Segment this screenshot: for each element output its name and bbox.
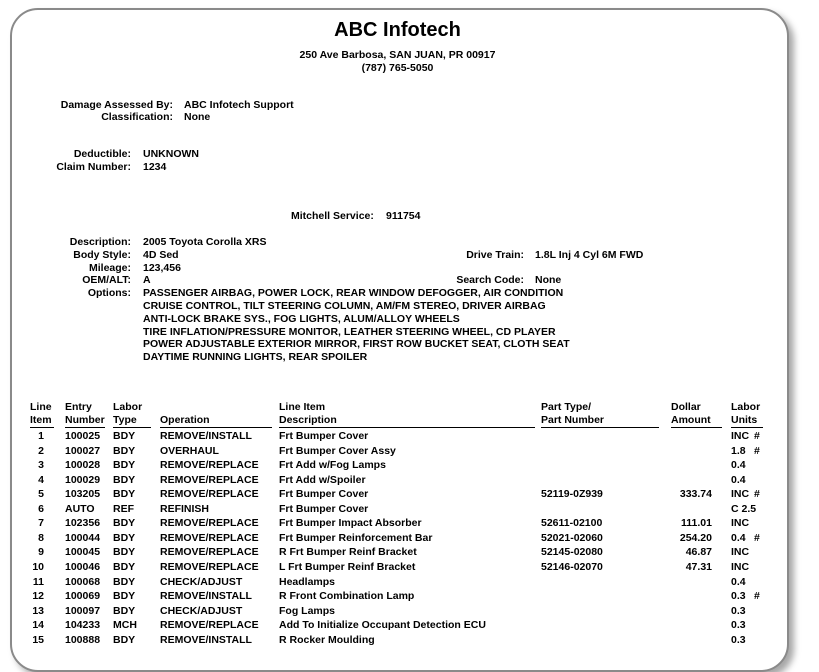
labor-units: INC <box>731 546 750 559</box>
line-item-description: Frt Bumper Cover <box>279 430 369 442</box>
mitchell-service-label: Mitchell Service: <box>291 210 374 222</box>
line-item-description: Fog Lamps <box>279 604 336 617</box>
header-underline <box>671 427 722 428</box>
line-item-description: R Rocker Moulding <box>279 633 375 646</box>
search-code-value: None <box>535 274 562 286</box>
options-line-5: POWER ADJUSTABLE EXTERIOR MIRROR, FIRST ROW BUCKET SEAT, CLOTH SEAT <box>143 338 570 350</box>
line-item-description: Add To Initialize Occupant Detection ECU <box>279 619 486 632</box>
part-number: 52145-02080 <box>541 546 603 559</box>
line-item-number: 11 <box>32 575 44 588</box>
labor-type: REF <box>113 502 134 515</box>
line-item-number: 7 <box>38 517 44 530</box>
table-row <box>0 561 795 575</box>
part-number: 52119-0Z939 <box>541 488 603 501</box>
deductible-value: UNKNOWN <box>143 148 199 160</box>
table-row <box>0 605 795 619</box>
line-item-description: Frt Bumper Cover <box>279 502 369 515</box>
header-underline <box>541 427 659 428</box>
table-row <box>0 503 795 517</box>
line-item-number: 12 <box>32 590 44 603</box>
flag-mark: # <box>754 444 760 457</box>
dollar-amount: 254.20 <box>679 531 712 544</box>
operation: REMOVE/REPLACE <box>160 546 259 559</box>
damage-assessed-label: Damage Assessed By: <box>60 99 173 111</box>
flag-mark: # <box>754 488 760 501</box>
table-row <box>0 619 795 633</box>
table-row <box>0 430 795 444</box>
line-item-description: Frt Bumper Cover <box>279 488 369 501</box>
deductible-label: Deductible: <box>73 148 131 160</box>
labor-type: BDY <box>113 473 136 486</box>
header-dollar-2: Amount <box>671 414 711 426</box>
options-line-3: ANTI-LOCK BRAKE SYS., FOG LIGHTS, ALUM/ALLOY WHEELS <box>143 313 460 325</box>
entry-number: 100068 <box>65 575 101 588</box>
line-item-description: R Front Combination Lamp <box>279 590 415 603</box>
line-item-number: 4 <box>38 473 44 486</box>
header-units-1: Labor <box>731 401 761 413</box>
header-underline <box>113 427 151 428</box>
mileage-label: Mileage: <box>88 262 131 274</box>
operation: OVERHAUL <box>160 444 219 457</box>
labor-units: C 2.5 <box>731 502 757 515</box>
search-code-label: Search Code: <box>456 274 524 286</box>
entry-number: 100044 <box>65 531 101 544</box>
options-label: Options: <box>87 287 131 299</box>
table-row <box>0 459 795 473</box>
line-item-description: R Frt Bumper Reinf Bracket <box>279 546 417 559</box>
entry-number: 103205 <box>65 488 101 501</box>
header-underline <box>279 427 535 428</box>
options-line-4: TIRE INFLATION/PRESSURE MONITOR, LEATHER STEERING WHEEL, CD PLAYER <box>143 326 556 338</box>
labor-type: BDY <box>113 633 136 646</box>
flag-mark: # <box>754 531 760 544</box>
entry-number: 100027 <box>65 444 101 457</box>
labor-units: 0.4 <box>731 473 746 486</box>
line-item-number: 6 <box>38 502 44 515</box>
entry-number: AUTO <box>65 502 95 515</box>
dollar-amount: 333.74 <box>679 488 712 501</box>
flag-mark: # <box>754 430 760 442</box>
table-row <box>0 532 795 546</box>
line-item-number: 13 <box>32 604 44 617</box>
labor-type: BDY <box>113 531 136 544</box>
labor-type: BDY <box>113 560 136 573</box>
operation: REMOVE/REPLACE <box>160 488 259 501</box>
labor-type: BDY <box>113 430 136 442</box>
line-item-description: Frt Bumper Reinforcement Bar <box>279 531 433 544</box>
header-underline <box>30 427 54 428</box>
operation: REMOVE/REPLACE <box>160 560 259 573</box>
line-item-description: Frt Bumper Cover Assy <box>279 444 396 457</box>
labor-units: 0.3 <box>731 633 746 646</box>
entry-number: 100029 <box>65 473 101 486</box>
table-row <box>0 634 795 648</box>
oem-alt-value: A <box>143 274 151 286</box>
operation: CHECK/ADJUST <box>160 604 243 617</box>
header-dollar-1: Dollar <box>671 401 701 413</box>
line-item-number: 8 <box>38 531 44 544</box>
labor-type: BDY <box>113 604 136 617</box>
line-item-number: 5 <box>38 488 44 501</box>
labor-units: INC <box>731 560 750 573</box>
header-operation: Operation <box>160 414 210 426</box>
operation: REFINISH <box>160 502 210 515</box>
table-row <box>0 517 795 531</box>
labor-type: BDY <box>113 459 136 472</box>
part-number: 52611-02100 <box>541 517 603 530</box>
body-style-value: 4D Sed <box>143 249 179 261</box>
options-line-2: CRUISE CONTROL, TILT STEERING COLUMN, AM/FM STEREO, DRIVER AIRBAG <box>143 300 546 312</box>
labor-units: 0.3 <box>731 590 746 603</box>
line-item-number: 1 <box>38 430 44 442</box>
line-item-number: 10 <box>32 560 44 573</box>
entry-number: 100046 <box>65 560 101 573</box>
operation: REMOVE/REPLACE <box>160 619 259 632</box>
options-line-1: PASSENGER AIRBAG, POWER LOCK, REAR WINDOW DEFOGGER, AIR CONDITION <box>143 287 564 299</box>
entry-number: 104233 <box>65 619 101 632</box>
header-entry-1: Entry <box>65 401 92 413</box>
header-part-1: Part Type/ <box>541 401 591 413</box>
part-number: 52021-02060 <box>541 531 603 544</box>
damage-assessed-value: ABC Infotech Support <box>184 99 294 111</box>
table-row <box>0 576 795 590</box>
dollar-amount: 46.87 <box>685 546 712 559</box>
claim-number-label: Claim Number: <box>56 161 131 173</box>
labor-units: 1.8 <box>731 444 746 457</box>
table-row <box>0 590 795 604</box>
entry-number: 100097 <box>65 604 101 617</box>
dollar-amount: 111.01 <box>681 517 712 530</box>
description-value: 2005 Toyota Corolla XRS <box>143 236 267 248</box>
labor-type: BDY <box>113 575 136 588</box>
operation: REMOVE/INSTALL <box>160 430 252 442</box>
table-row <box>0 546 795 560</box>
entry-number: 100025 <box>65 430 101 442</box>
drive-train-label: Drive Train: <box>466 249 524 261</box>
header-line-item-2: Description <box>279 414 337 426</box>
line-item-number: 15 <box>32 633 44 646</box>
table-row <box>0 488 795 502</box>
labor-type: BDY <box>113 488 136 501</box>
operation: REMOVE/INSTALL <box>160 590 252 603</box>
classification-value: None <box>184 111 211 123</box>
header-line-item-1: Line Item <box>279 401 326 413</box>
header-underline <box>65 427 105 428</box>
labor-units: INC <box>731 517 750 530</box>
labor-units: 0.4 <box>731 459 746 472</box>
drive-train-value: 1.8L Inj 4 Cyl 6M FWD <box>535 249 644 261</box>
labor-units: 0.4 <box>731 575 746 588</box>
labor-type: MCH <box>113 619 137 632</box>
line-item-description: Headlamps <box>279 575 336 588</box>
header-underline <box>160 427 272 428</box>
header-entry-2: Number <box>65 414 105 426</box>
table-row <box>0 474 795 488</box>
header-labor-type-2: Type <box>113 414 137 426</box>
operation: REMOVE/REPLACE <box>160 517 259 530</box>
mitchell-service-value: 911754 <box>386 210 421 222</box>
header-underline <box>731 427 763 428</box>
part-number: 52146-02070 <box>541 560 603 573</box>
header-labor-type-1: Labor <box>113 401 143 413</box>
labor-type: BDY <box>113 444 136 457</box>
header-units-2: Units <box>731 414 758 426</box>
operation: REMOVE/REPLACE <box>160 531 259 544</box>
header-line-1: Line <box>30 401 52 413</box>
description-label: Description: <box>69 236 131 248</box>
options-line-6: DAYTIME RUNNING LIGHTS, REAR SPOILER <box>143 351 368 363</box>
header-part-2: Part Number <box>541 414 605 426</box>
labor-type: BDY <box>113 546 136 559</box>
line-item-description: Frt Bumper Impact Absorber <box>279 517 422 530</box>
flag-mark: # <box>754 590 760 603</box>
labor-units: INC <box>731 430 750 442</box>
entry-number: 100028 <box>65 459 101 472</box>
oem-alt-label: OEM/ALT: <box>82 274 131 286</box>
company-name: ABC Infotech <box>334 19 461 41</box>
entry-number: 102356 <box>65 517 101 530</box>
labor-units: INC <box>731 488 750 501</box>
operation: CHECK/ADJUST <box>160 575 243 588</box>
mileage-value: 123,456 <box>143 262 181 274</box>
line-item-description: Frt Add w/Spoiler <box>279 473 366 486</box>
company-phone: (787) 765-5050 <box>361 62 434 74</box>
line-item-number: 2 <box>38 444 44 457</box>
table-row <box>0 445 795 459</box>
line-item-description: L Frt Bumper Reinf Bracket <box>279 560 416 573</box>
line-item-description: Frt Add w/Fog Lamps <box>279 459 386 472</box>
operation: REMOVE/INSTALL <box>160 633 252 646</box>
line-item-number: 3 <box>38 459 44 472</box>
line-item-number: 14 <box>32 619 44 632</box>
labor-type: BDY <box>113 590 136 603</box>
labor-units: 0.3 <box>731 619 746 632</box>
classification-label: Classification: <box>101 111 173 123</box>
labor-units: 0.4 <box>731 531 746 544</box>
dollar-amount: 47.31 <box>685 560 712 573</box>
entry-number: 100045 <box>65 546 101 559</box>
header-line-2: Item <box>30 414 52 426</box>
entry-number: 100069 <box>65 590 101 603</box>
entry-number: 100888 <box>65 633 101 646</box>
claim-number-value: 1234 <box>143 161 167 173</box>
operation: REMOVE/REPLACE <box>160 473 259 486</box>
line-item-number: 9 <box>38 546 44 559</box>
operation: REMOVE/REPLACE <box>160 459 259 472</box>
company-address: 250 Ave Barbosa, SAN JUAN, PR 00917 <box>299 49 496 61</box>
labor-units: 0.3 <box>731 604 746 617</box>
labor-type: BDY <box>113 517 136 530</box>
body-style-label: Body Style: <box>73 249 131 261</box>
